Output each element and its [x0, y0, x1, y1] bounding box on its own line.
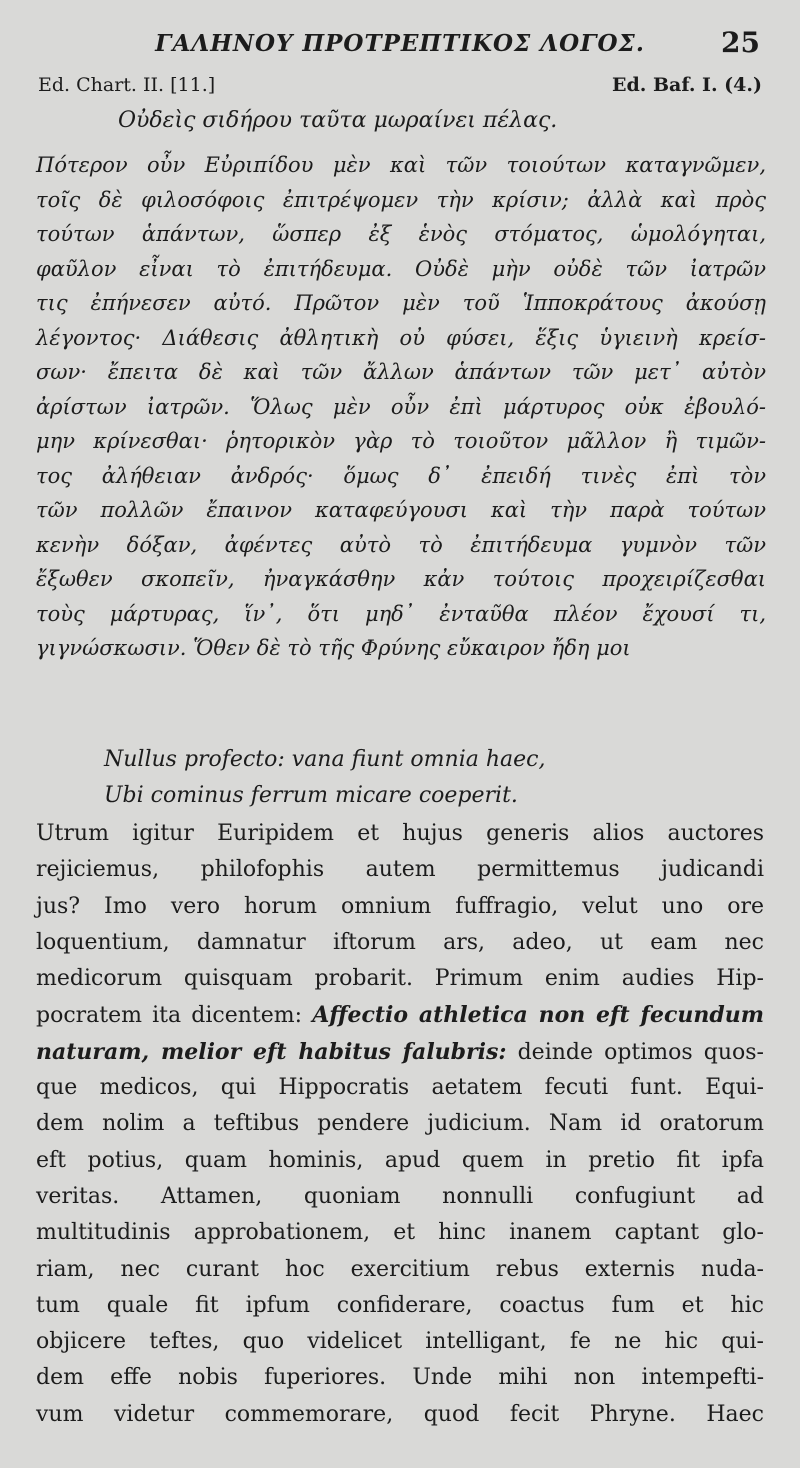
- greek-prose-line: γιγνώσκωσιν. Ὅθεν δὲ τὸ τῆς Φρύνης εὔκαιρον ἤδη μοι: [36, 636, 631, 660]
- latin-prose-line: [36, 1397, 764, 1433]
- greek-prose-line: τούτων ἁπάντων, ὥσπερ ἐξ ἑνὸς στόματος, ὡμολόγηται,: [36, 222, 766, 246]
- edition-reference-right: Ed. Baf. I. (4.): [611, 74, 762, 96]
- text-segment: pocratem ita dicentem:: [36, 1003, 313, 1029]
- latin-prose-line: [36, 1034, 764, 1070]
- latin-prose-line: [36, 1143, 764, 1179]
- greek-prose-line: τος ἀλήθειαν ἀνδρός· ὅμως δ᾽ ἐπειδή τινὲς ἐπὶ τὸν: [36, 463, 766, 488]
- text-segment: rejiciemus, philofophis autem permittemus judicandi: [36, 857, 764, 883]
- greek-prose-line: Πότερον οὖν Εὐριπίδου μὲν καὶ τῶν τοιούτων καταγνῶμεν,: [36, 153, 766, 177]
- edition-reference-left: Ed. Chart. II. [11.]: [38, 74, 216, 96]
- greek-prose-line: τῶν πολλῶν ἔπαινον καταφεύγουσι καὶ τὴν παρὰ τούτων: [36, 498, 766, 522]
- italic-quotation-segment: naturam, melior eft habitus falubris:: [36, 1038, 507, 1065]
- text-segment: dem effe nobis fuperiores. Unde mihi non intempefti-: [36, 1365, 764, 1391]
- page-number: 25: [721, 26, 760, 59]
- greek-prose-line: τοὺς μάρτυρας, ἵν᾽, ὅτι μηδ᾽ ἐνταῦθα πλέον ἔχουσί τι,: [36, 601, 766, 626]
- latin-prose-line: [36, 1252, 764, 1288]
- latin-prose-line: [36, 1288, 764, 1324]
- latin-prose-paragraph: [36, 816, 764, 1433]
- italic-quotation-segment: Affectio athletica non eft fecundum: [312, 1002, 764, 1029]
- text-segment: multitudinis approbationem, et hinc inanem captant glo-: [36, 1220, 764, 1246]
- greek-prose-paragraph: [36, 148, 766, 666]
- greek-prose-line: λέγοντος· Διάθεσις ἀθλητικὴ οὐ φύσει, ἕξις ὑγιεινὴ κρείσ-: [36, 325, 766, 350]
- text-segment: loquentium, damnatur iftorum ars, adeo, ut eam nec: [36, 929, 764, 955]
- latin-prose-line: [36, 997, 764, 1033]
- greek-verse-quotation: Οὐδεὶς σιδήρου ταῦτα μωραίνει πέλας.: [118, 108, 558, 133]
- text-segment: veritas. Attamen, quoniam nonnulli confugiunt ad: [36, 1183, 764, 1209]
- latin-verse-line: Nullus profecto: vana fiunt omnia haec,: [104, 747, 546, 772]
- greek-prose-line: σων· ἔπειτα δὲ καὶ τῶν ἄλλων ἁπάντων τῶν μετ᾽ αὐτὸν: [36, 360, 766, 384]
- running-title: ΓΑΛΗΝΟΥ ΠΡΟΤΡΕΠΤΙΚΟΣ ΛΟΓΟΣ.: [155, 30, 645, 57]
- text-segment: eft potius, quam hominis, apud quem in pretio fit ipfa: [36, 1147, 764, 1173]
- text-segment: deinde optimos quos-: [506, 1039, 764, 1065]
- greek-prose-line: κενὴν δόξαν, ἀφέντες αὐτὸ τὸ ἐπιτήδευμα γυμνὸν τῶν: [36, 532, 766, 557]
- text-segment: que medicos, qui Hippocratis aetatem fecuti funt. Equi-: [36, 1075, 764, 1101]
- greek-prose-line: ἀρίστων ἰατρῶν. Ὅλως μὲν οὖν ἐπὶ μάρτυρος οὐκ ἐβουλό-: [36, 394, 766, 419]
- text-segment: tum quale fit ipfum confiderare, coactus fum et hic: [36, 1292, 764, 1318]
- latin-verse-line: Ubi cominus ferrum micare coeperit.: [104, 783, 518, 808]
- text-segment: dem nolim a teftibus pendere judicium. Nam id oratorum: [36, 1111, 764, 1137]
- text-segment: vum videtur commemorare, quod fecit Phryne. Haec: [36, 1401, 764, 1427]
- latin-prose-line: [36, 1179, 764, 1215]
- greek-prose-line: φαῦλον εἶναι τὸ ἐπιτήδευμα. Οὐδὲ μὴν οὐδὲ τῶν ἰατρῶν: [36, 256, 766, 281]
- text-segment: medicorum quisquam probarit. Primum enim audies Hip-: [36, 966, 764, 992]
- latin-prose-line: [36, 1106, 764, 1142]
- latin-prose-line: [36, 816, 764, 852]
- text-segment: Utrum igitur Euripidem et hujus generis alios auctores: [36, 821, 764, 846]
- latin-prose-line: [36, 925, 764, 961]
- latin-prose-line: [36, 961, 764, 997]
- text-segment: riam, nec curant hoc exercitium rebus externis nuda-: [36, 1256, 764, 1282]
- greek-prose-line: τις ἐπήνεσεν αὐτό. Πρῶτον μὲν τοῦ Ἱπποκράτους ἀκούσῃ: [36, 291, 766, 315]
- latin-prose-line: [36, 1324, 764, 1360]
- greek-prose-line: τοῖς δὲ φιλοσόφοις ἐπιτρέψομεν τὴν κρίσιν; ἀλλὰ καὶ πρὸς: [36, 187, 766, 212]
- latin-prose-line: [36, 889, 764, 925]
- text-segment: jus? Imo vero horum omnium fuffragio, velut uno ore: [36, 893, 764, 919]
- greek-prose-line: ἔξωθεν σκοπεῖν, ἠναγκάσθην κἀν τούτοις προχειρίζεσθαι: [36, 567, 766, 591]
- latin-prose-line: [36, 1070, 764, 1106]
- latin-verse-quotation: [104, 742, 545, 814]
- greek-prose-line: μην κρίνεσθαι· ῥητορικὸν γὰρ τὸ τοιοῦτον μᾶλλον ἢ τιμῶν-: [36, 429, 766, 453]
- latin-prose-line: [36, 1360, 764, 1396]
- latin-prose-line: [36, 852, 764, 888]
- text-segment: objicere teftes, quo videlicet intelligant, fe ne hic qui-: [36, 1329, 764, 1355]
- latin-prose-line: [36, 1215, 764, 1251]
